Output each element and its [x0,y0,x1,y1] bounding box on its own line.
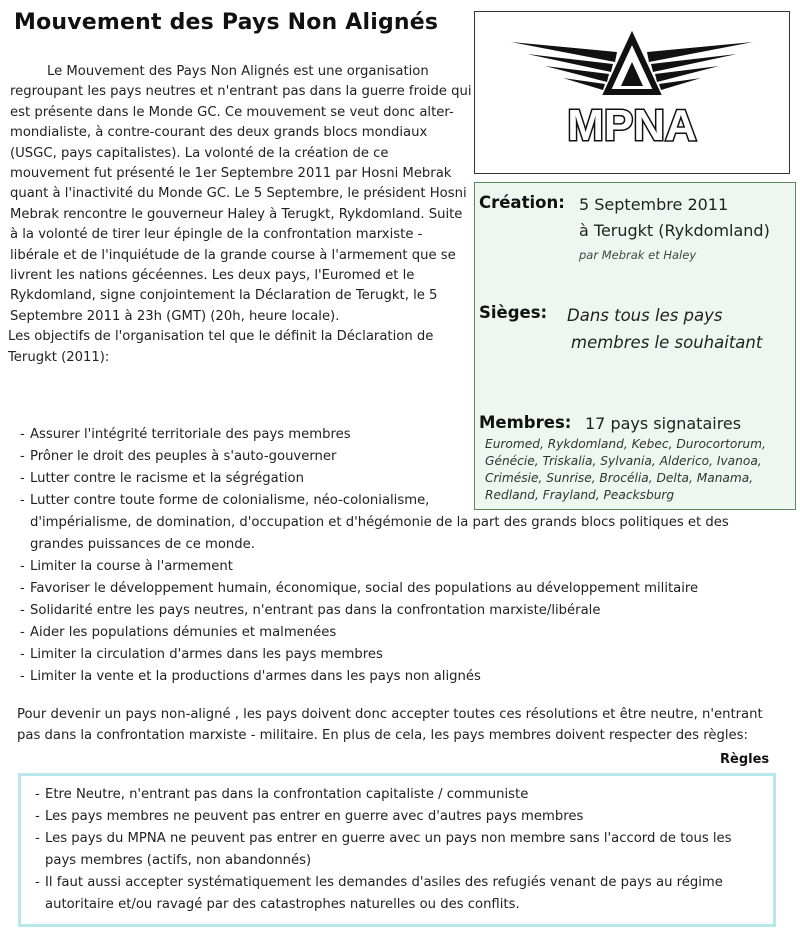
membres-label: Membres: [479,413,572,432]
sieges-line2: membres le souhaitant [571,333,763,352]
creation-place: à Terugkt (Rykdomland) [579,221,770,240]
objective-item: - Prôner le droit des peuples à s'auto-gouverner [20,446,780,468]
objective-item: - Limiter la course à l'armement [20,556,780,578]
objectives-list [20,424,780,688]
objective-item: - Aider les populations démunies et malmenées [20,622,780,644]
creation-by: par Mebrak et Haley [579,248,697,262]
rule-item: - Les pays du MPNA ne peuvent pas entrer en guerre avec un pays non membre sans l'accord de tous les pays membres (actifs, non abandonnés) [35,828,765,872]
sieges-line1: Dans tous les pays [567,306,723,325]
creation-label: Création: [479,193,565,212]
objective-item: - Solidarité entre les pays neutres, n'entrant pas dans la confrontation marxiste/libérale [20,600,780,622]
objective-item: - Lutter contre toute forme de colonialisme, néo-colonialisme, [20,490,780,512]
rule-item: - Etre Neutre, n'entrant pas dans la confrontation capitaliste / communiste [35,784,765,806]
intro-paragraph: Le Mouvement des Pays Non Alignés est une organisation regroupant les pays neutres et n'entrant pas dans la guerre froide qui est présente dans le Monde GC. Ce mouvement se veut donc alter-mondialiste, à contre-courant des deux grands blocs mondiaux (USGC, pays capitalistes). La volonté de la création de ce mouvement fut présenté le 1er Septembre 2011 par Hosni Mebrak quant à l'inactivité du Monde GC. Le 5 Septembre, le président Hosni Mebrak rencontre le gouverneur Haley à Terugkt, Rykdomland. Suite à la volonté de tirer leur épingle de la confrontation marxiste - libérale et de l'inquiétude de la grande course à l'armement que se livrent les nations gécéennes. Les deux pays, l'Euromed et le Rykdomland, signe conjointement la Déclaration de Terugkt, le 5 Septembre 2011 à 23h (GMT) (20h, heure locale). [10,64,472,324]
intro-section [10,62,472,368]
membres-count: 17 pays signataires [585,414,742,433]
sieges-label: Sièges: [479,303,548,322]
objectives-intro: Les objectifs de l'organisation tel que le définit la Déclaration de Terugkt (2011): [8,329,434,365]
creation-date: 5 Septembre 2011 [579,195,729,214]
page-title: Mouvement des Pays Non Alignés [14,10,439,35]
rule-item: - Les pays membres ne peuvent pas entrer en guerre avec d'autres pays membres [35,806,765,828]
rules-list [35,784,765,916]
logo-text: MPNA [567,101,697,150]
objective-item: - Assurer l'intégrité territoriale des pays membres [20,424,780,446]
objective-item: - Favoriser le développement humain, économique, social des populations au développement militaire [20,578,780,600]
membres-list: Euromed, Rykdomland, Kebec, Durocortorum, Génécie, Triskalia, Sylvania, Alderico, Ivanoa, Crimésie, Sunrise, Brocélia, Delta, Manama, Redland, Frayland, Peacksburg [485,437,766,502]
logo-box [474,11,790,174]
objective-item: - Lutter contre le racisme et la ségrégation [20,468,780,490]
regles-label: Règles [720,752,770,767]
conditions-paragraph: Pour devenir un pays non-aligné , les pays doivent donc accepter toutes ces résolutions et être neutre, n'entrant pas dans la confrontation marxiste - militaire. En plus de cela, les pays membres doivent respecter des règles: [17,707,763,743]
objective-item: - Limiter la circulation d'armes dans les pays membres [20,644,780,666]
rules-box [18,773,776,927]
objective-item: - Limiter la vente et la productions d'armes dans les pays non alignés [20,666,780,688]
rule-item: - Il faut aussi accepter systématiquement les demandes d'asiles des refugiés venant de pays au régime autoritaire et/ou ravagé par des catastrophes naturelles ou des conflits. [35,872,765,916]
objective-item-continuation: d'impérialisme, de domination, d'occupation et d'hégémonie de la part des grands blocs politiques et des grandes puissances de ce monde. [30,515,729,552]
mpna-logo [475,12,789,173]
